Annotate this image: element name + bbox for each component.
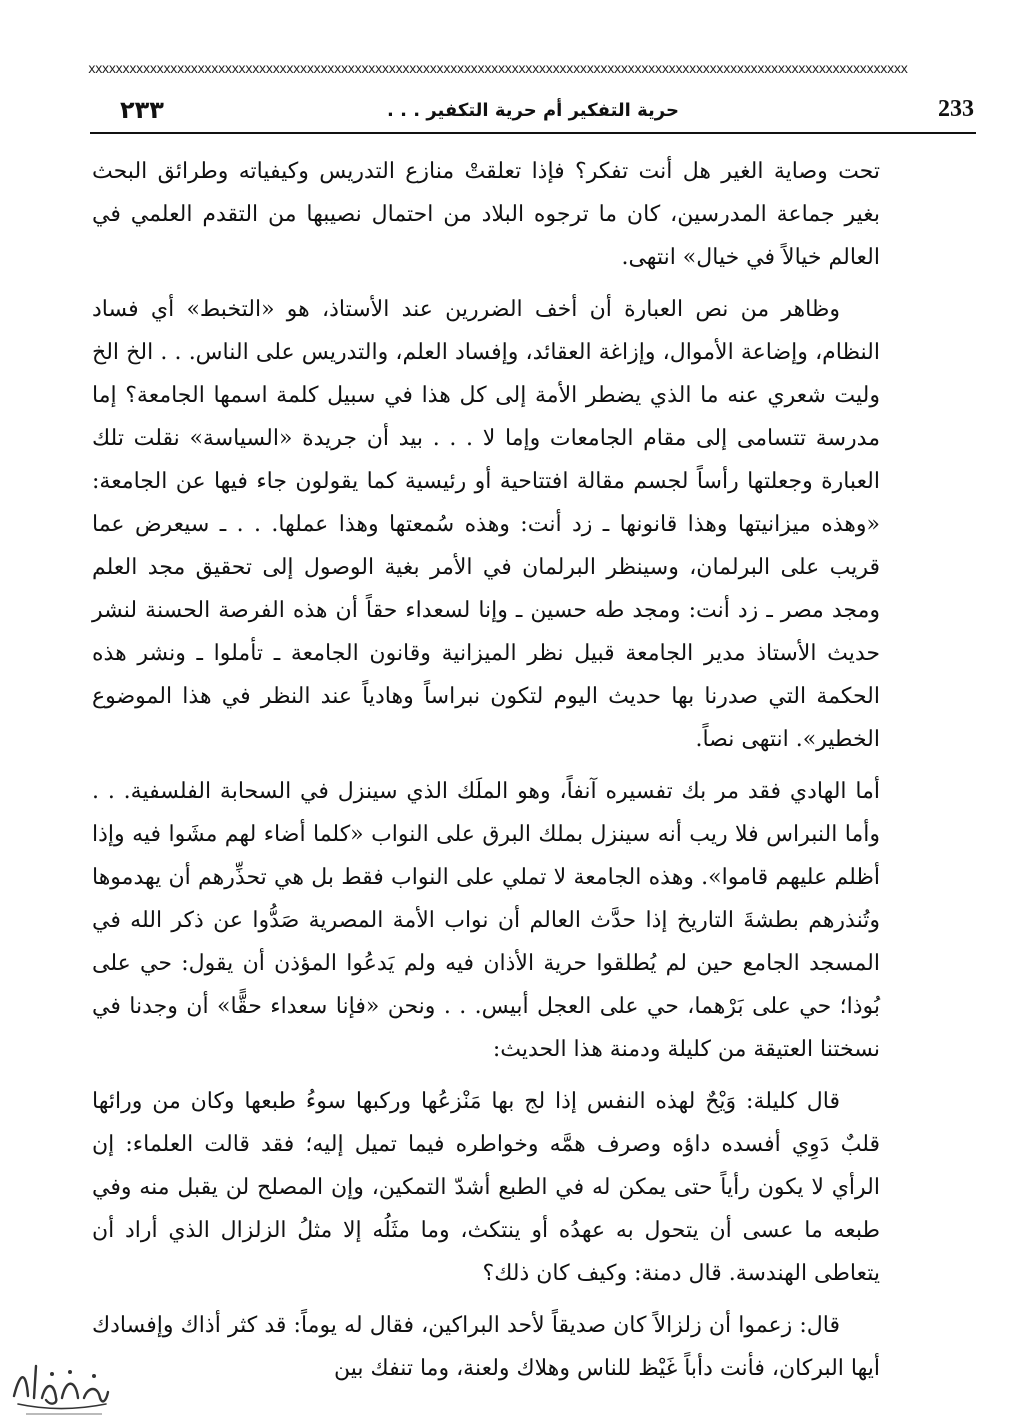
running-title: حرية التفكير أم حرية التكفير . . . (387, 100, 679, 121)
page-number-latin: 233 (938, 96, 974, 122)
paragraph: أما الهادي فقد مر بك تفسيره آنفاً، وهو الملَك الذي سينزل في السحابة الفلسفية. . . وأما النبراس فلا ريب أنه سينزل بملك البرق على النواب «كلما أضاء لهم مشَوا فيه وإذا أظلم عليهم قاموا». وهذه الجامعة لا تملي على النواب فقط بل هي تحذِّرهم أن يهدموها وتُنذرهم بطشةَ التاريخ إذا حدَّث العالم أن نواب الأمة المصرية صَدُّوا عن ذكر الله في المسجد الجامع حين لم يُطلقوا حرية الأذان فيه ولم يَدعُوا المؤذن أن يقول: حي على بُوذا؛ حي على بَرْهما، حي على العجل أبيس. . . ونحن «فإنا سعداء حقًّا» أن وجدنا في نسختنا العتيقة من كليلة ودمنة هذا الحديث: (92, 779, 880, 1062)
paragraph: قال: زعموا أن زلزالاً كان صديقاً لأحد البراكين، فقال له يوماً: قد كثر أذاك وإفسادك أيها البركان، فأنت دأباً غَيْظ للناس وهلاك ولعنة، وما تنفك بين (92, 1313, 880, 1381)
decorative-border: xxxxxxxxxxxxxxxxxxxxxxxxxxxxxxxxxxxxxxxxxxxxxxxxxxxxxxxxxxxxxxxxxxxxxxxxxxxxxxxxxxxxxxxxxxxxxxxxxxxxxxxxxxxxxxxxxxxxxxxx (88, 62, 908, 77)
calligraphy-watermark-logo (6, 1352, 114, 1418)
paragraph-continuation: تحت وصاية الغير هل أنت تفكر؟ فإذا تعلقتْ منازع التدريس وكيفياته وطرائق البحث بغير جماعة المدرسين، كان ما ترجوه البلاد من احتمال نصيبها من التقدم العلمي في العالم خيالاً في خيال» انتهى. (92, 159, 880, 270)
page-number-arabic: ٢٣٣ (120, 96, 164, 124)
running-header (90, 92, 976, 134)
paragraph: وظاهر من نص العبارة أن أخف الضررين عند الأستاذ، هو «التخبط» أي فساد النظام، وإضاعة الأموال، وإزاغة العقائد، وإفساد العلم، والتدريس على الناس. . . الخ الخ وليت شعري عنه ما الذي يضطر الأمة إلى كل هذا في سبيل كلمة اسمها الجامعة؟ إما مدرسة تتسامى إلى مقام الجامعات وإما لا . . . بيد أن جريدة «السياسة» نقلت تلك العبارة وجعلتها رأساً لجسم مقالة افتتاحية أو رئيسية كما يقولون جاء فيها عن الجامعة: «وهذه ميزانيتها وهذا قانونها ـ زد أنت: وهذه سُمعتها وهذا عملها. . . ـ سيعرض عما قريب على البرلمان، وسينظر البرلمان في الأمر بغية الوصول إلى تحقيق مجد العلم ومجد مصر ـ زد أنت: ومجد طه حسين ـ وإنا لسعداء حقاً أن هذه الفرصة الحسنة لنشر حديث الأستاذ مدير الجامعة قبيل نظر الميزانية وقانون الجامعة ـ تأملوا ـ ونشر هذه الحكمة التي صدرنا بها حديث اليوم لتكون نبراساً وهادياً عند النظر في هذا الموضوع الخطير». انتهى نصاً. (92, 297, 881, 752)
body-text (92, 150, 880, 1399)
paragraph: قال كليلة: وَيْحٌ لهذه النفس إذا لج بها مَنْزعُها وركبها سوءُ طبعها وكان من ورائها قلبٌ دَوِي أفسده داؤه وصرف همَّه وخواطره فيما تميل إليه؛ فقد قالت العلماء: إن الرأي لا يكون رأياً حتى يمكن له في الطبع أشدّ التمكين، وإن المصلح لن يقبل منه وفي طبعه ما عسى أن يتحول به عهدُه أو ينتكث، وما مثَلُه إلا مثلُ الزلزال الذي أراد أن يتعاطى الهندسة. قال دمنة: وكيف كان ذلك؟ (92, 1089, 881, 1286)
